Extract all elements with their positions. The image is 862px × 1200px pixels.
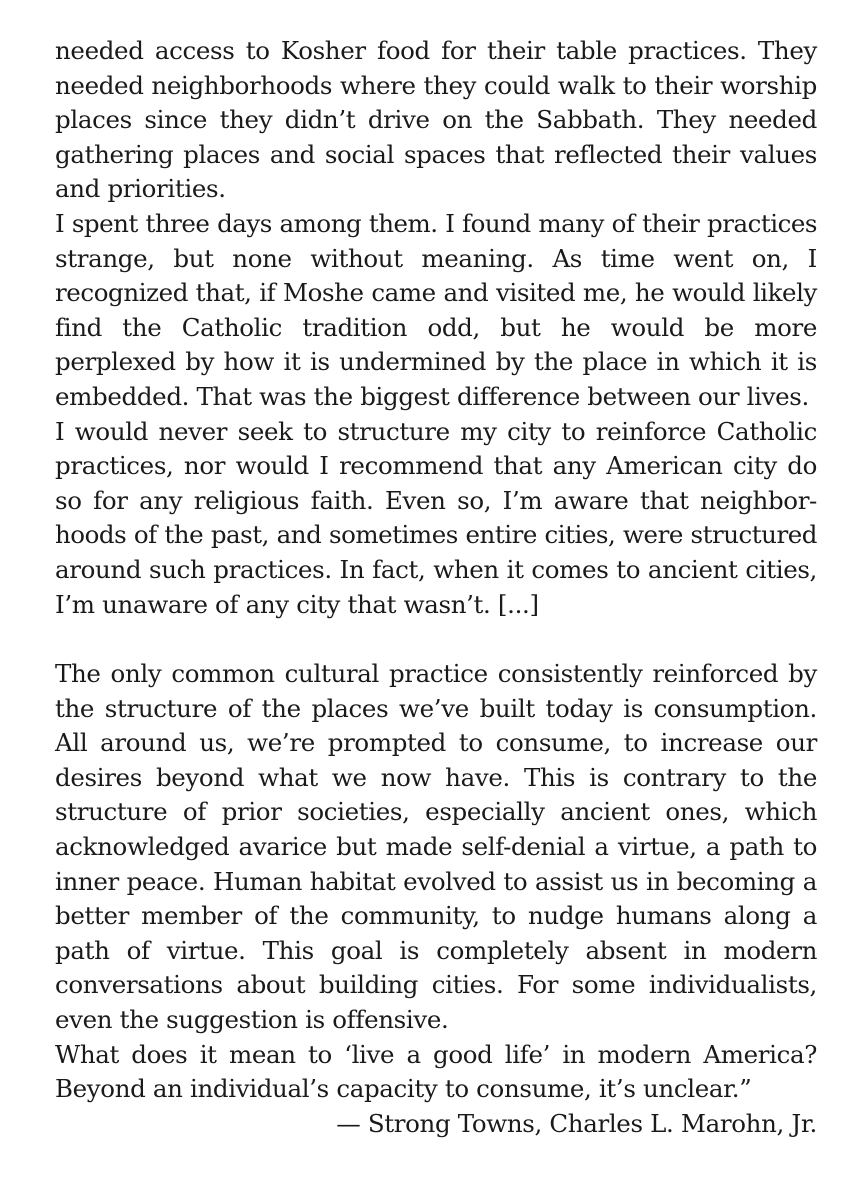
text-line: Beyond an individual’s capacity to consume, it’s unclear.” (55, 1074, 752, 1104)
text-line: inner peace. Human habitat evolved to assist us in becoming a (55, 866, 817, 896)
text-line: find the Catholic tradition odd, but he would be more (55, 312, 817, 342)
text-line: and priorities. (55, 174, 226, 204)
text-line: gathering places and social spaces that reflected their values (55, 139, 817, 169)
text-line: acknowledged avarice but made self-denial a virtue, a path to (55, 832, 817, 862)
paragraph-consumption (55, 657, 817, 1038)
text-line: perplexed by how it is undermined by the place in which it is (55, 347, 817, 377)
paragraph-good-life (55, 1038, 817, 1107)
text-line: around such practices. In fact, when it comes to ancient cities, (55, 554, 817, 584)
quote-page (55, 34, 817, 1141)
paragraph-religious-structure (55, 415, 817, 623)
text-line: I’m unaware of any city that wasn’t. [...] (55, 589, 539, 619)
text-line: better member of the community, to nudge humans along a (55, 901, 817, 931)
paragraph-three-days (55, 207, 817, 415)
text-line: path of virtue. This goal is completely absent in modern (55, 935, 817, 965)
text-line: needed neighborhoods where they could walk to their worship (55, 70, 817, 100)
quote-attribution: — Strong Towns, Charles L. Marohn, Jr. (336, 1108, 817, 1138)
text-line: I spent three days among them. I found many of their practices (55, 208, 817, 238)
text-line: What does it mean to ‘live a good life’ in modern America? (55, 1039, 817, 1069)
paragraph-kosher-needs (55, 34, 817, 207)
text-line: conversations about building cities. For some individualists, (55, 970, 817, 1000)
paragraph-gap (55, 622, 817, 657)
text-line: so for any religious faith. Even so, I’m aware that neighbor- (55, 485, 817, 515)
text-line: the structure of the places we’ve built today is consumption. (55, 693, 817, 723)
text-line: All around us, we’re prompted to consume, to increase our (55, 728, 817, 758)
text-line: embedded. That was the biggest difference between our lives. (55, 381, 809, 411)
text-line: needed access to Kosher food for their table practices. They (55, 36, 817, 65)
text-line: even the suggestion is offensive. (55, 1005, 449, 1035)
text-line: hoods of the past, and sometimes entire cities, were structured (55, 520, 817, 550)
text-line: places since they didn’t drive on the Sabbath. They needed (55, 105, 817, 135)
text-line: I would never seek to structure my city to reinforce Catholic (55, 416, 817, 446)
text-line: The only common cultural practice consistently reinforced by (55, 659, 817, 689)
text-line: desires beyond what we now have. This is contrary to the (55, 762, 817, 792)
text-line: practices, nor would I recommend that any American city do (55, 451, 817, 481)
text-line: recognized that, if Moshe came and visited me, he would likely (55, 278, 817, 308)
text-line: structure of prior societies, especially ancient ones, which (55, 797, 817, 827)
text-line: strange, but none without meaning. As time went on, I (55, 243, 817, 273)
